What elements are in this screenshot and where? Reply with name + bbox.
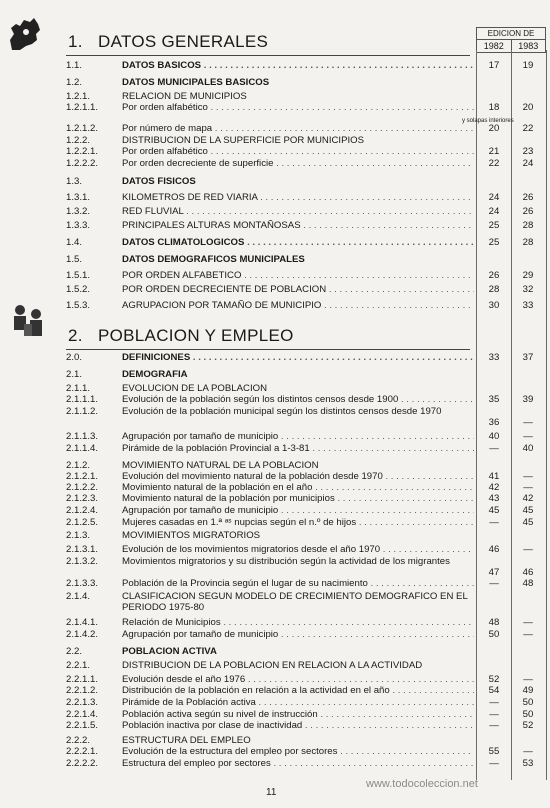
page-1983: 45 (522, 517, 534, 528)
index-row (66, 406, 546, 428)
page-1982: 21 (488, 146, 500, 157)
page-1983: — (523, 544, 533, 555)
page-1982: 45 (488, 505, 500, 516)
entry-number: 2.1. (66, 369, 83, 380)
entry-title: Pirámide de la Población activa . . . (122, 697, 474, 708)
entry-title: AGRUPACION POR TAMAÑO DE MUNICIPIO . . . (122, 300, 474, 311)
page-1983: 40 (522, 443, 534, 454)
entry-title: Agrupación por tamaño de municipio . . . (122, 629, 474, 640)
entry-number: 2.1.3.2. (66, 556, 99, 567)
page-1983: 37 (522, 352, 534, 363)
year-1982: 1982 (477, 40, 512, 52)
column-divider-right (546, 50, 547, 780)
page-1982: — (489, 758, 499, 769)
page-1983: 28 (522, 220, 534, 231)
page-1983: — (523, 431, 533, 442)
page-1983: 52 (522, 720, 534, 731)
entry-title: Distribución de la población en relación a la actividad en el año . . . (122, 685, 474, 696)
page-1983: 33 (522, 300, 534, 311)
entry-title: Evolución de la estructura del empleo por sectores . . . (122, 746, 474, 757)
entry-number: 2.2.1. (66, 660, 91, 671)
entry-number: 2.2. (66, 646, 83, 657)
entry-title: MOVIMIENTO NATURAL DE LA POBLACION (122, 460, 319, 471)
page-1983: 22 (522, 123, 534, 134)
page-1982: 54 (488, 685, 500, 696)
entry-number: 1.2.2.2. (66, 158, 99, 169)
page-1983: 29 (522, 270, 534, 281)
edition-label: EDICION DE (476, 27, 546, 39)
page-1982: — (489, 443, 499, 454)
entry-title: KILOMETROS DE RED VIARIA . . . (122, 192, 474, 203)
entry-title: Movimiento natural de la población por municipios . . . (122, 493, 474, 504)
page-1982: 24 (488, 206, 500, 217)
entry-title: Movimiento natural de la población en el año . . . (122, 482, 474, 493)
page-1983: — (523, 482, 533, 493)
entry-title: ESTRUCTURA DEL EMPLEO (122, 735, 251, 746)
page-1983: 26 (522, 192, 534, 203)
page-1983: 48 (522, 578, 534, 589)
entry-title: Estructura del empleo por sectores . . . (122, 758, 474, 769)
entry-number: 2.1.2.1. (66, 471, 99, 482)
entry-number: 2.1.2.5. (66, 517, 99, 528)
note-text: y solapas interiores (462, 118, 514, 124)
entry-number: 2.1.2.3. (66, 493, 99, 504)
entry-number: 2.2.1.5. (66, 720, 99, 731)
entry-title: DATOS FISICOS (122, 176, 196, 187)
entry-title: DISTRIBUCION DE LA SUPERFICIE POR MUNICIPIOS (122, 135, 365, 146)
page-1982: 43 (488, 493, 500, 504)
entry-number: 2.1.4.2. (66, 629, 99, 640)
entry-number: 2.1.2. (66, 460, 91, 471)
entry-number: 1.3.2. (66, 206, 91, 217)
page-1982: 41 (488, 471, 500, 482)
page-number: 11 (266, 787, 277, 798)
entry-number: 2.2.1.1. (66, 674, 99, 685)
page-1982: 25 (488, 220, 500, 231)
entry-title: Agrupación por tamaño de municipio . . . (122, 505, 474, 516)
entry-number: 2.1.1.2. (66, 406, 99, 417)
entry-title: Evolución de la población según los distintos censos desde 1900 . . . (122, 394, 474, 405)
page-1982: — (489, 517, 499, 528)
entry-number: 2.2.1.3. (66, 697, 99, 708)
page-1982: — (489, 578, 499, 589)
entry-number: 1.2.2.1. (66, 146, 99, 157)
entry-title: Por orden decreciente de superficie . . . (122, 158, 474, 169)
entry-title: Población de la Provincia según el lugar de su nacimiento . . . (122, 578, 474, 589)
entry-title: Evolución del movimiento natural de la población desde 1970 . . . (122, 471, 474, 482)
entry-title: PRINCIPALES ALTURAS MONTAÑOSAS . . . (122, 220, 474, 231)
section-rule (66, 349, 470, 350)
entry-number: 1.2.1. (66, 91, 91, 102)
entry-title: Por orden alfabético . . . (122, 102, 474, 113)
entry-number: 1.5.1. (66, 270, 91, 281)
page-1983: — (523, 471, 533, 482)
page-1982: 22 (488, 158, 500, 169)
entry-title: RELACION DE MUNICIPIOS (122, 91, 247, 102)
section-name: POBLACION Y EMPLEO (98, 326, 294, 345)
page-1982: — (489, 697, 499, 708)
entry-number: 1.2.2. (66, 135, 91, 146)
section-title-1 (68, 32, 268, 52)
page-1982: 55 (488, 746, 500, 757)
page-1983: 53 (522, 758, 534, 769)
section-title-2 (68, 326, 294, 346)
year-1983: 1983 (518, 41, 539, 51)
entry-number: 2.1.1. (66, 383, 91, 394)
entry-title: POBLACION ACTIVA (122, 646, 217, 657)
entry-number: 1.5.3. (66, 300, 91, 311)
entry-number: 2.0. (66, 352, 83, 363)
page-1982: 40 (488, 431, 500, 442)
page-1983: — (523, 674, 533, 685)
page-1982: 18 (488, 102, 500, 113)
page-1983: 50 (522, 697, 534, 708)
entry-title: Población activa según su nivel de instrucción . . . (122, 709, 474, 720)
entry-title: POR ORDEN DECRECIENTE DE POBLACION . . . (122, 284, 474, 295)
entry-title: Relación de Municipios . . . (122, 617, 474, 628)
population-icon (10, 302, 48, 338)
page-1982: 52 (488, 674, 500, 685)
page-1982: 42 (488, 482, 500, 493)
page-1983: 23 (522, 146, 534, 157)
page-1982: 33 (488, 352, 500, 363)
page-1983: 42 (522, 493, 534, 504)
section-number: 2. (68, 326, 83, 345)
section-name: DATOS GENERALES (98, 32, 269, 51)
page-1982: 35 (488, 394, 500, 405)
entry-title: CLASIFICACION SEGUN MODELO DE CRECIMIENTO DEMOGRAFICO EN EL PERIODO 1975-80 (122, 591, 468, 613)
entry-title: EVOLUCION DE LA POBLACION (122, 383, 268, 394)
entry-number: 1.3. (66, 176, 83, 187)
page-1983: 50 (522, 709, 534, 720)
entry-number: 2.2.1.4. (66, 709, 99, 720)
entry-title: MOVIMIENTOS MIGRATORIOS (122, 530, 261, 541)
entry-number: 1.4. (66, 237, 83, 248)
entry-number: 2.1.3. (66, 530, 91, 541)
entry-number: 2.2.1.2. (66, 685, 99, 696)
page-1982: — (489, 720, 499, 731)
entry-title: DATOS CLIMATOLOGICOS . . . (122, 237, 474, 248)
entry-title: Evolución desde el año 1976 . . . (122, 674, 474, 685)
entry-title: Por orden alfabético . . . (122, 146, 474, 157)
entry-number: 2.1.1.4. (66, 443, 99, 454)
entry-title: Pirámide de la población Provincial a 1-3-81 . . . (122, 443, 474, 454)
page-1983: 32 (522, 284, 534, 295)
page-1983: 19 (522, 60, 534, 71)
page-1982: — (489, 709, 499, 720)
entry-title: Evolución de la población municipal según los distintos censos desde 1970 (122, 406, 442, 417)
entry-number: 2.1.3.3. (66, 578, 99, 589)
page-1983: — (523, 746, 533, 757)
page-1983: 28 (522, 237, 534, 248)
province-map-icon (4, 16, 44, 52)
entry-number: 2.1.1.3. (66, 431, 99, 442)
page-1983: — (523, 629, 533, 640)
section-rule (66, 55, 470, 56)
entry-number: 2.2.2.1. (66, 746, 99, 757)
entry-number: 1.5. (66, 254, 83, 265)
page-1983: 26 (522, 206, 534, 217)
entry-title: Evolución de los movimientos migratorios desde el año 1970 . . . (122, 544, 474, 555)
page-1982: 50 (488, 629, 500, 640)
entry-number: 2.2.2.2. (66, 758, 99, 769)
entry-title: DISTRIBUCION DE LA POBLACION EN RELACION A LA ACTIVIDAD (122, 660, 423, 671)
index-row (66, 591, 546, 613)
page-1982: 17 (488, 60, 500, 71)
page-1982: 47 (488, 567, 500, 578)
entry-number: 2.1.3.1. (66, 544, 99, 555)
entry-title: POR ORDEN ALFABETICO . . . (122, 270, 474, 281)
entry-title: DATOS DEMOGRAFICOS MUNICIPALES (122, 254, 305, 265)
page-1983: 46 (522, 567, 534, 578)
page-1982: 48 (488, 617, 500, 628)
page-1983: 20 (522, 102, 534, 113)
page-1982: 24 (488, 192, 500, 203)
page-1983: 45 (522, 505, 534, 516)
page-1983: 39 (522, 394, 534, 405)
entry-number: 1.5.2. (66, 284, 91, 295)
entry-number: 2.1.2.4. (66, 505, 99, 516)
entry-number: 1.2. (66, 77, 83, 88)
section-number: 1. (68, 32, 83, 51)
page-1982: 25 (488, 237, 500, 248)
page-1982: 20 (488, 123, 500, 134)
entry-title: RED FLUVIAL . . . (122, 206, 474, 217)
page-1982: 46 (488, 544, 500, 555)
entry-title: DATOS BASICOS . . . (122, 60, 474, 71)
entry-number: 1.2.1.2. (66, 123, 99, 134)
entry-number: 1.3.1. (66, 192, 91, 203)
entry-number: 2.1.4. (66, 591, 91, 602)
entry-title: Agrupación por tamaño de municipio . . . (122, 431, 474, 442)
entry-title: DATOS MUNICIPALES BASICOS (122, 77, 270, 88)
entry-title: DEFINICIONES . . . (122, 352, 474, 363)
entry-number: 2.1.4.1. (66, 617, 99, 628)
entry-number: 1.3.3. (66, 220, 91, 231)
entry-title: Por número de mapa . . . (122, 123, 474, 134)
page-1982: 26 (488, 270, 500, 281)
index-row (66, 556, 546, 578)
entry-number: 2.2.2. (66, 735, 91, 746)
entry-title: DEMOGRAFIA (122, 369, 188, 380)
entry-title: Población inactiva por clase de inactividad . . . (122, 720, 474, 731)
entry-title: Movimientos migratorios y su distribución según la actividad de los migrantes (122, 556, 450, 567)
page-1982: 28 (488, 284, 500, 295)
entry-number: 2.1.2.2. (66, 482, 99, 493)
entry-number: 1.2.1.1. (66, 102, 99, 113)
watermark-text: www.todocoleccion.net (366, 778, 478, 790)
page-1983: — (523, 417, 533, 428)
page-1982: 36 (488, 417, 500, 428)
entry-title: Mujeres casadas en 1.ª ᵃˢ nupcias según el n.º de hijos . . . (122, 517, 474, 528)
entry-number: 1.1. (66, 60, 83, 71)
page-1982: 30 (488, 300, 500, 311)
entry-number: 2.1.1.1. (66, 394, 99, 405)
page-1983: 49 (522, 685, 534, 696)
page-1983: 24 (522, 158, 534, 169)
page-1983: — (523, 617, 533, 628)
